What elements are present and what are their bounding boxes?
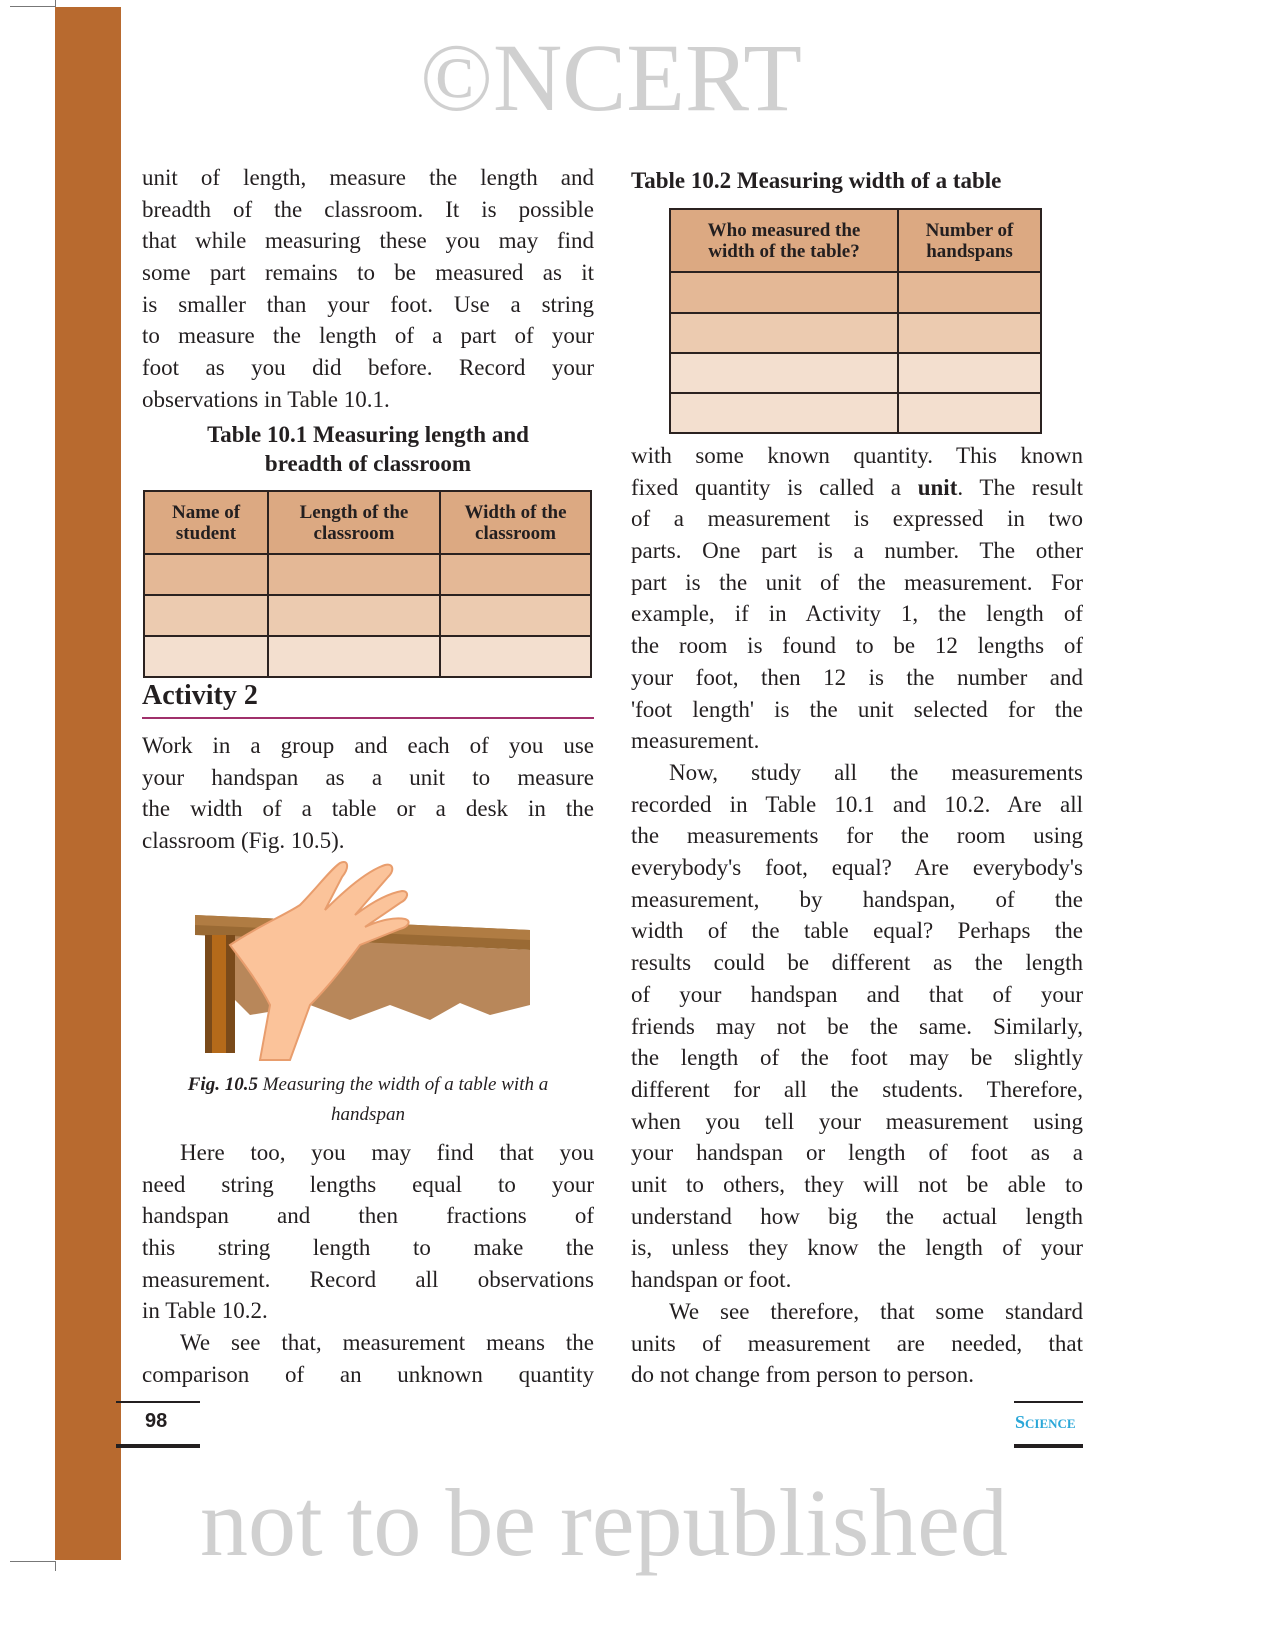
text-line: the measurements for the room using <box>631 823 1083 849</box>
text-line: part is the unit of the measurement. For <box>631 569 1083 595</box>
text-line: handspan and then fractions of <box>142 1203 594 1229</box>
text-line: is, unless they know the length of your <box>631 1235 1083 1261</box>
text-line: your foot, then 12 is the number and <box>631 664 1083 690</box>
text-line: 'foot length' is the unit selected for the <box>631 696 1083 722</box>
table-row <box>144 595 591 636</box>
table-row <box>144 636 591 677</box>
text-line: foot as you did before. Record your <box>142 355 594 381</box>
text-line: understand how big the actual length <box>631 1203 1083 1229</box>
side-color-bar <box>55 7 121 1560</box>
text-line: observations in Table 10.1. <box>142 386 390 412</box>
text-line: of a measurement is expressed in two <box>631 506 1083 532</box>
text-line: everybody's foot, equal? Are everybody's <box>631 855 1083 881</box>
crop-mark <box>55 1561 56 1571</box>
text-line: this string length to make the <box>142 1235 594 1261</box>
table-10-1 <box>143 490 592 678</box>
text-line: parts. One part is a number. The other <box>631 538 1083 564</box>
text-line: is smaller than your foot. Use a string <box>142 291 594 317</box>
text-segment: . The result <box>957 474 1083 500</box>
crop-mark <box>55 0 56 7</box>
text-line: in Table 10.2. <box>142 1298 268 1324</box>
paragraph <box>142 1327 594 1390</box>
column-header: Number of handspans <box>898 209 1041 272</box>
text-line: different for all the students. Therefore, <box>631 1076 1083 1102</box>
activity-rule <box>142 717 594 719</box>
text-line: that while measuring these you may find <box>142 228 594 254</box>
page-number: 98 <box>145 1410 168 1432</box>
text-line: need string lengths equal to your <box>142 1171 594 1197</box>
text-line: unit of length, measure the length and <box>142 165 594 190</box>
footer-rule <box>116 1401 200 1403</box>
paragraph <box>142 1137 594 1327</box>
text-line: the room is found to be 12 lengths of <box>631 633 1083 659</box>
paragraph <box>631 440 1083 757</box>
caption-text: handspan <box>331 1104 405 1125</box>
title-line: breadth of classroom <box>264 451 472 476</box>
text-segment: fixed quantity is called a <box>631 474 918 500</box>
text-line <box>631 472 1083 504</box>
text-line: your handspan or length of foot as a <box>631 1140 1083 1166</box>
subject-label: Science <box>1015 1412 1076 1432</box>
text-line: the length of the foot may be slightly <box>631 1045 1083 1071</box>
text-line: example, if in Activity 1, the length of <box>631 601 1083 627</box>
footer-rule <box>116 1444 200 1448</box>
text-line: to measure the length of a part of your <box>142 323 594 349</box>
title-line: Table 10.1 Measuring length and <box>207 422 529 447</box>
text-line: comparison of an unknown quantity <box>142 1361 594 1387</box>
footer-rule <box>1014 1444 1083 1448</box>
crop-mark <box>10 1561 55 1562</box>
hand-on-table-illustration <box>190 855 540 1067</box>
paragraph <box>631 1296 1083 1391</box>
text-line: measurement. <box>631 728 760 754</box>
text-line: unit to others, they will not be able to <box>631 1171 1083 1197</box>
text-line: measurement, by handspan, of the <box>631 886 1083 912</box>
table-10-2-title: Table 10.2 Measuring width of a table <box>631 168 1002 193</box>
table-10-1-title <box>142 420 594 478</box>
column-header: Who measured the width of the table? <box>670 209 898 272</box>
table-10-2 <box>669 208 1042 434</box>
column-header: Name of student <box>144 491 268 554</box>
paragraph <box>142 730 594 857</box>
text-line: units of measurement are needed, that <box>631 1330 1083 1356</box>
text-line: some part remains to be measured as it <box>142 260 594 286</box>
column-header: Width of the classroom <box>440 491 591 554</box>
paragraph <box>631 757 1083 1296</box>
table-row <box>670 393 1041 433</box>
text-line: friends may not be the same. Similarly, <box>631 1013 1083 1039</box>
text-line: do not change from person to person. <box>631 1362 975 1388</box>
caption-text: Measuring the width of a table with a <box>257 1074 549 1095</box>
text-line: when you tell your measurement using <box>631 1108 1083 1134</box>
text-line: measurement. Record all observations <box>142 1266 594 1292</box>
text-line: your handspan as a unit to measure <box>142 764 594 790</box>
text-line: We see therefore, that some standard <box>669 1299 1083 1324</box>
activity-heading: Activity 2 <box>142 680 258 711</box>
table-row <box>670 313 1041 353</box>
text-line: classroom (Fig. 10.5). <box>142 828 345 854</box>
text-line: Now, study all the measurements <box>669 760 1083 785</box>
text-line: the width of a table or a desk in the <box>142 796 594 822</box>
table-row <box>670 353 1041 393</box>
watermark: not to be republished <box>200 1469 1008 1576</box>
paragraph <box>142 162 594 416</box>
text-line: Work in a group and each of you use <box>142 733 594 758</box>
text-line: recorded in Table 10.1 and 10.2. Are all <box>631 791 1083 817</box>
text-line: with some known quantity. This known <box>631 443 1083 468</box>
table-row <box>670 272 1041 313</box>
text-line: Here too, you may find that you <box>180 1140 594 1165</box>
crop-mark <box>10 6 55 7</box>
figure-label: Fig. 10.5 <box>187 1074 258 1095</box>
table-row <box>144 554 591 595</box>
watermark: ©NCERT <box>420 24 802 131</box>
footer-rule <box>1014 1401 1083 1403</box>
text-line: width of the table equal? Perhaps the <box>631 918 1083 944</box>
text-line: We see that, measurement means the <box>180 1330 594 1355</box>
text-line: handspan or foot. <box>631 1267 792 1292</box>
figure-caption <box>142 1070 594 1130</box>
bold-term: unit <box>917 474 958 500</box>
text-line: breadth of the classroom. It is possible <box>142 196 594 222</box>
column-header: Length of the classroom <box>268 491 440 554</box>
text-line: of your handspan and that of your <box>631 981 1083 1007</box>
text-line: results could be different as the length <box>631 950 1083 976</box>
